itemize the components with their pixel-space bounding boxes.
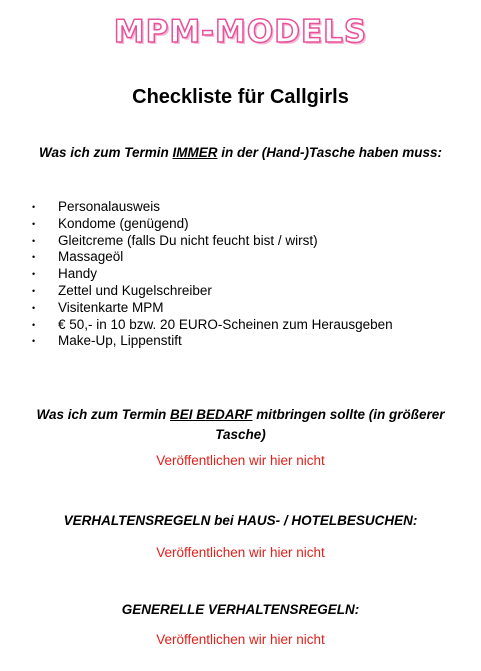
- list-item: • Zettel und Kugelschreiber: [28, 283, 393, 300]
- list-item: • Handy: [28, 266, 393, 283]
- section-heading-always: Was ich zum Termin IMMER in der (Hand-)Tasche haben muss:: [38, 145, 443, 160]
- redacted-note: Veröffentlichen wir hier nicht: [156, 545, 325, 560]
- bullet-icon: •: [32, 269, 36, 280]
- bullet-icon: •: [32, 235, 36, 246]
- list-item: • Massageöl: [28, 249, 393, 266]
- redacted-note: Veröffentlichen wir hier nicht: [156, 453, 325, 468]
- list-item: • Visitenkarte MPM: [28, 300, 393, 317]
- bullet-icon: •: [32, 252, 36, 263]
- emphasis-if-needed: BEI BEDARF: [169, 407, 253, 422]
- list-item: • Gleitcreme (falls Du nicht feucht bist / wirst): [28, 233, 393, 250]
- list-item: • Personalausweis: [28, 199, 393, 216]
- bullet-icon: •: [32, 336, 36, 347]
- bullet-icon: •: [32, 285, 36, 296]
- bullet-icon: •: [32, 302, 36, 313]
- list-item: • Kondome (genügend): [28, 216, 393, 233]
- bullet-icon: •: [32, 319, 36, 330]
- list-item: • Make-Up, Lippenstift: [28, 333, 393, 350]
- page-title: Checkliste für Callgirls: [132, 86, 349, 108]
- section-heading-general-rules: GENERELLE VERHALTENSREGELN:: [121, 602, 360, 617]
- mpm-models-logo: MPM-MODELS: [113, 14, 368, 50]
- section-heading-if-needed: Was ich zum Termin BEI BEDARF mitbringen sollte (in größerer Tasche): [36, 407, 445, 442]
- section-heading-house-hotel-rules: VERHALTENSREGELN bei HAUS- / HOTELBESUCHEN:: [63, 513, 418, 528]
- list-item: • € 50,- in 10 bzw. 20 EURO-Scheinen zum Herausgeben: [28, 317, 393, 334]
- redacted-note: Veröffentlichen wir hier nicht: [156, 632, 325, 647]
- checklist: [28, 199, 393, 350]
- emphasis-always: IMMER: [172, 145, 218, 160]
- bullet-icon: •: [32, 202, 36, 212]
- bullet-icon: •: [32, 218, 36, 229]
